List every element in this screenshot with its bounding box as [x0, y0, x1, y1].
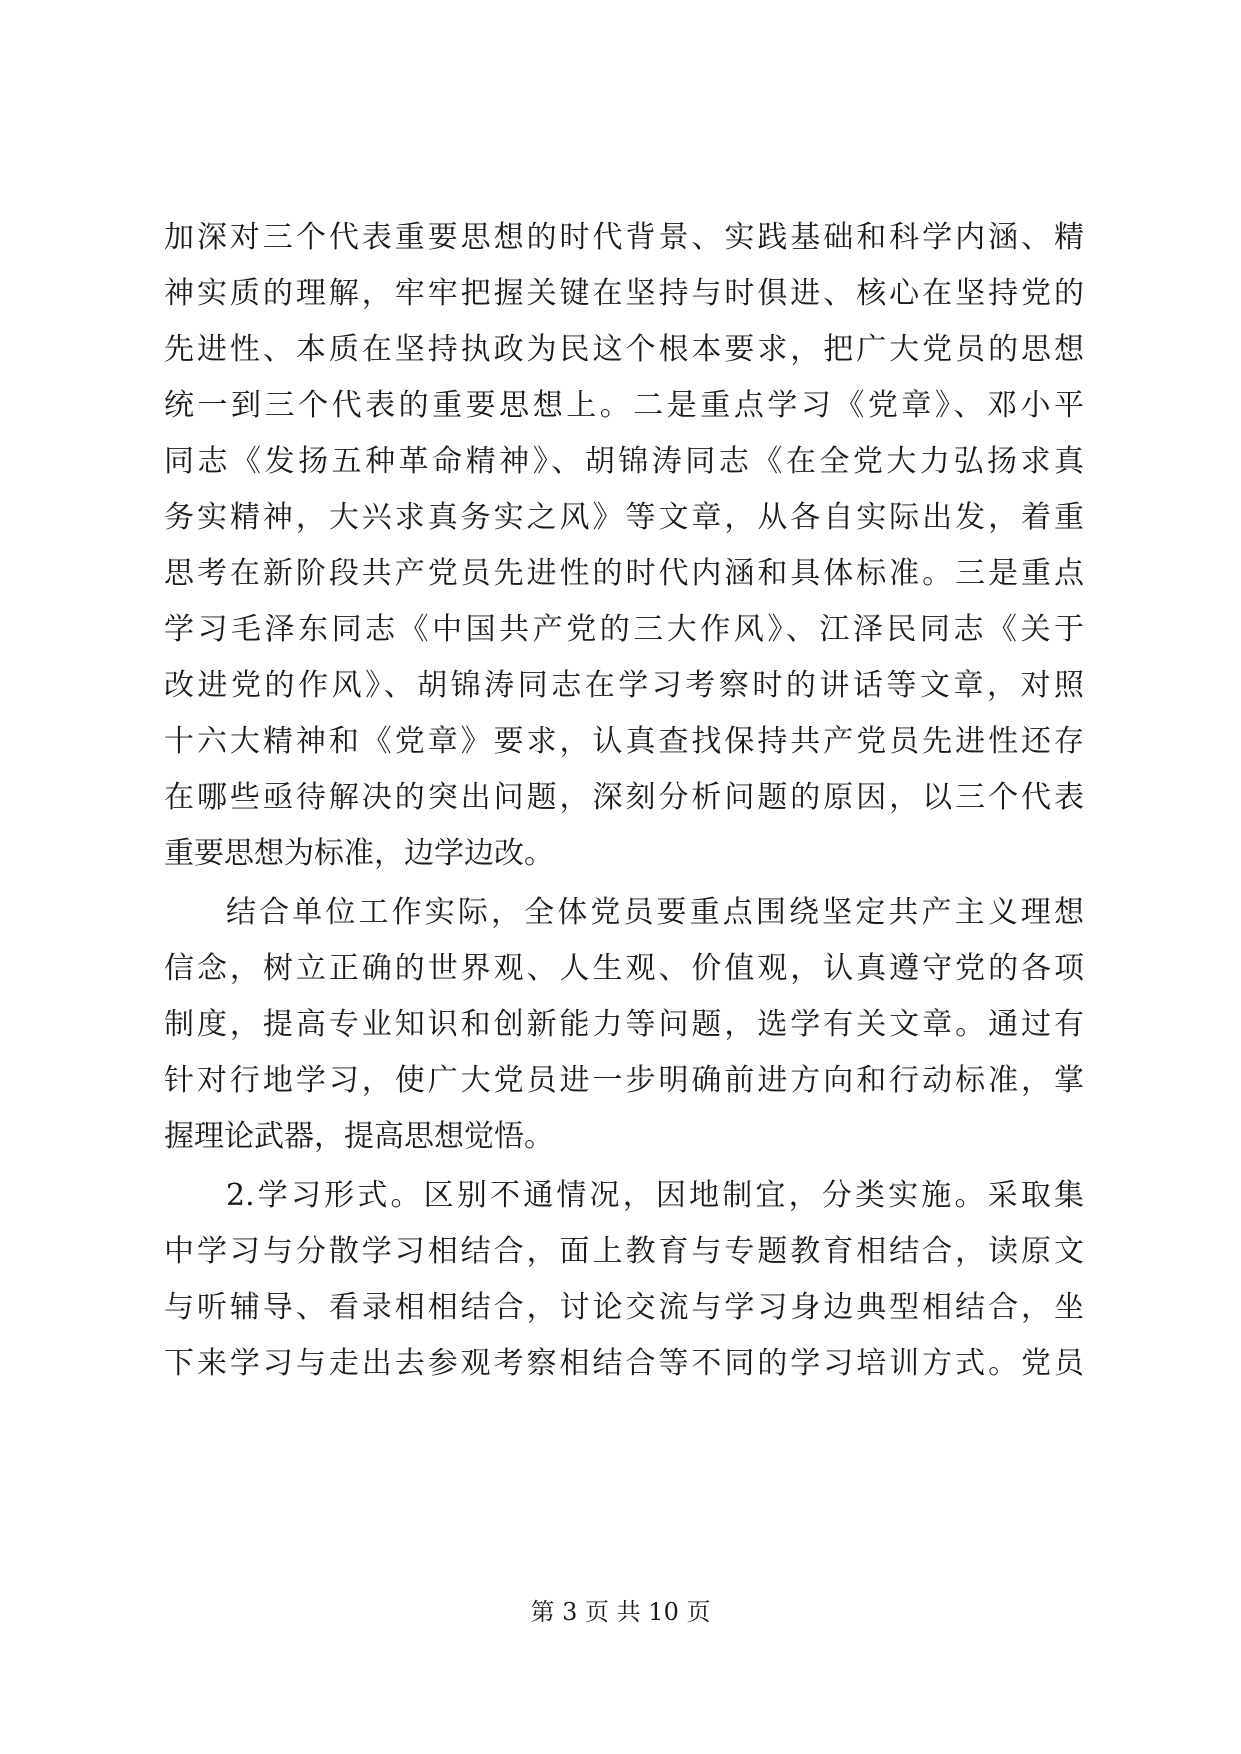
- paragraph-1-line-3: 先进性、本质在坚持执政为民这个根本要求，把广大党员的思想: [164, 332, 1084, 367]
- paragraph-1-line-6: 务实精神，大兴求真务实之风》等文章，从各自实际出发，着重: [164, 500, 1084, 535]
- page-number-footer: 第 3 页 共 10 页: [530, 1598, 711, 1626]
- paragraph-1-line-5: 同志《发扬五种革命精神》、胡锦涛同志《在全党大力弘扬求真: [164, 444, 1084, 479]
- paragraph-1-line-7: 思考在新阶段共产党员先进性的时代内涵和具体标准。三是重点: [164, 556, 1084, 591]
- paragraph-2-line-2: 信念，树立正确的世界观、人生观、价值观，认真遵守党的各项: [164, 951, 1084, 986]
- paragraph-1-line-12: 重要思想为标准，边学边改。: [164, 836, 554, 871]
- paragraph-3-line-4: 下来学习与走出去参观考察相结合等不同的学习培训方式。党员: [164, 1346, 1084, 1381]
- paragraph-2-line-5: 握理论武器，提高思想觉悟。: [164, 1119, 554, 1154]
- paragraph-2-line-4: 针对行地学习，使广大党员进一步明确前进方向和行动标准，掌: [164, 1063, 1084, 1098]
- paragraph-2-line-1: 结合单位工作实际，全体党员要重点围绕坚定共产主义理想: [226, 895, 1084, 930]
- paragraph-1-line-4: 统一到三个代表的重要思想上。二是重点学习《党章》、邓小平: [164, 388, 1084, 423]
- paragraph-3-line-2: 中学习与分散学习相结合，面上教育与专题教育相结合，读原文: [164, 1234, 1084, 1269]
- paragraph-1-line-10: 十六大精神和《党章》要求，认真查找保持共产党员先进性还存: [164, 724, 1084, 759]
- paragraph-2-line-3: 制度，提高专业知识和创新能力等问题，选学有关文章。通过有: [164, 1007, 1084, 1042]
- paragraph-3-line-3: 与听辅导、看录相相结合，讨论交流与学习身边典型相结合，坐: [164, 1290, 1084, 1325]
- paragraph-3-line-1: 2.学习形式。区别不通情况，因地制宜，分类实施。采取集: [226, 1178, 1084, 1213]
- paragraph-1-line-1: 加深对三个代表重要思想的时代背景、实践基础和科学内涵、精: [164, 220, 1084, 255]
- paragraph-1-line-2: 神实质的理解，牢牢把握关键在坚持与时俱进、核心在坚持党的: [164, 276, 1084, 311]
- paragraph-1-line-8: 学习毛泽东同志《中国共产党的三大作风》、江泽民同志《关于: [164, 612, 1084, 647]
- paragraph-1-line-11: 在哪些亟待解决的突出问题，深刻分析问题的原因，以三个代表: [164, 780, 1084, 815]
- paragraph-1-line-9: 改进党的作风》、胡锦涛同志在学习考察时的讲话等文章，对照: [164, 668, 1084, 703]
